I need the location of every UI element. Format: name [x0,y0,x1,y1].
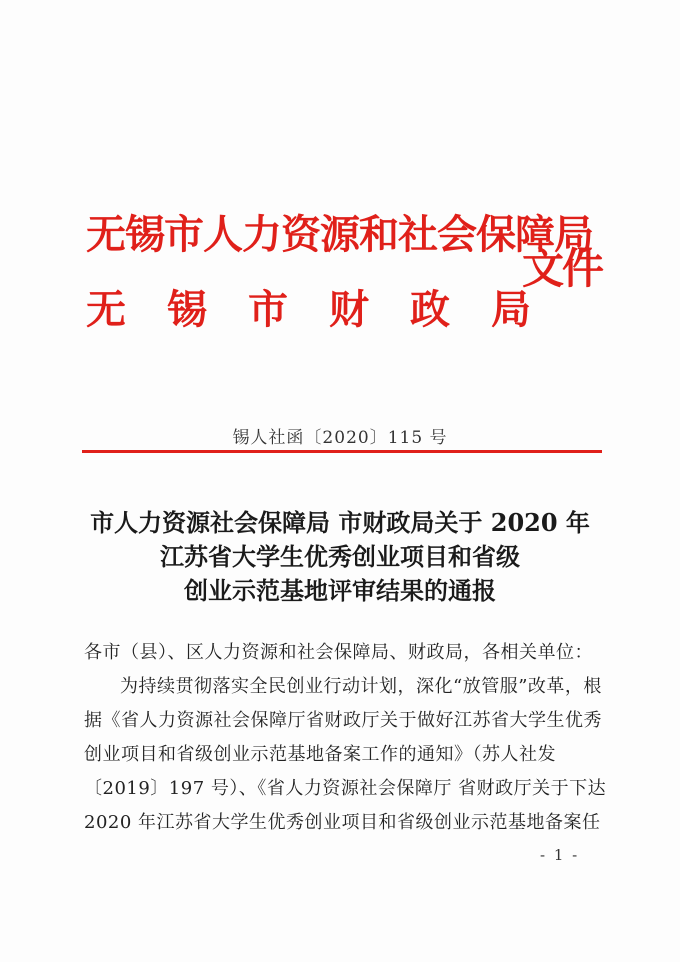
body-line: 〔2019〕197 号）、《省人力资源社会保障厅 省财政厅关于下达 [84,778,607,799]
issuer-2-char: 市 [248,286,288,333]
document-label: 文件 [522,244,603,293]
issuer-2-char: 财 [329,286,369,333]
document-number: 锡人社函〔2020〕115 号 [232,428,448,448]
page-number: - 1 - [540,846,580,864]
issuer-2-char: 局 [491,286,531,333]
issuer-2-char: 无 [86,286,126,333]
salutation: 各市（县）、区人力资源和社会保障局、财政局，各相关单位： [84,642,593,663]
body-line: 2020 年江苏省大学生优秀创业项目和省级创业示范基地备案任 [84,812,601,833]
issuer-2-char: 政 [410,286,450,333]
body-line: 据《省人力资源社会保障厅省财政厅关于做好江苏省大学生优秀 [84,710,602,731]
body-line: 为持续贯彻落实全民创业行动计划，深化“放管服”改革，根 [120,676,602,697]
issuer-2-char: 锡 [167,286,207,333]
document-title-line-1: 市人力资源社会保障局 市财政局关于 2020 年 [90,508,590,537]
red-divider [82,450,602,453]
document-title-line-2: 江苏省大学生优秀创业项目和省级 [160,542,520,571]
body-line: 创业项目和省级创业示范基地备案工作的通知》（苏人社发 [84,744,556,765]
issuer-line-2 [86,286,572,333]
issuer-line-1: 无锡市人力资源和社会保障局 [86,211,593,258]
document-title-line-3: 创业示范基地评审结果的通报 [184,576,496,605]
